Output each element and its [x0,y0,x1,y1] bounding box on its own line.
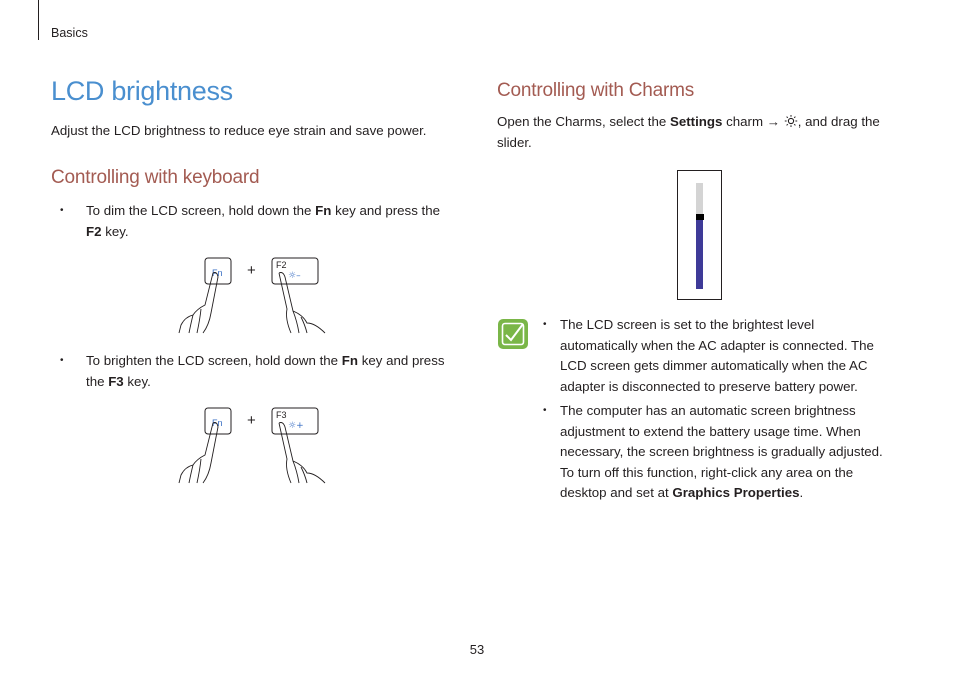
page-title: LCD brightness [51,76,233,106]
note-bullet-auto-brightness: • The computer has an automatic screen brightness adjustment to extend the battery usage time. When necessary, the screen brightness is gradually adjusted. To turn off this function, right-click any area on the desktop and set at Graphics Properties. [543,403,883,500]
plus-sign: + [247,262,256,279]
charms-instructions: Open the Charms, select the Settings charm → , and drag the slider. [497,114,880,150]
brightness-slider[interactable] [696,183,703,289]
section-label: Basics [51,26,88,40]
charms-heading: Controlling with Charms [497,80,695,101]
brightness-slider-thumb[interactable] [696,214,704,220]
bullet-dot: • [543,319,547,330]
note-icon [497,318,529,350]
fn-key-label: Fn [212,418,223,428]
fn-f2-keys-illustration [175,253,335,335]
fn-f3-keys-illustration [175,403,335,485]
brighten-bullet: • To brighten the LCD screen, hold down the Fn key and press the F3 key. [60,353,445,389]
fn-key-label: Fn [212,268,223,278]
brightness-icon [784,115,798,127]
intro-text: Adjust the LCD brightness to reduce eye strain and save power. [51,123,427,138]
page-number: 53 [469,642,485,657]
keyboard-heading: Controlling with keyboard [51,167,260,188]
bullet-dot: • [60,205,64,216]
header-rule [38,0,39,40]
brightness-down-glyph: ☼– [288,271,301,281]
f2-key-label: F2 [276,260,287,270]
f3-key-label: F3 [276,410,287,420]
brightness-slider-panel [677,170,722,300]
note-bullet-ac-adapter: • The LCD screen is set to the brightest level automatically when the AC adapter is connected. The LCD screen gets dimmer automatically when the AC adapter is disconnected to preserve battery power. [543,317,874,394]
bullet-dot: • [543,405,547,416]
bullet-dot: • [60,355,64,366]
dim-bullet: • To dim the LCD screen, hold down the Fn key and press the F2 key. [60,203,441,239]
brightness-slider-fill [696,220,703,289]
brightness-up-glyph: ☼+ [288,421,304,431]
plus-sign: + [247,412,256,429]
